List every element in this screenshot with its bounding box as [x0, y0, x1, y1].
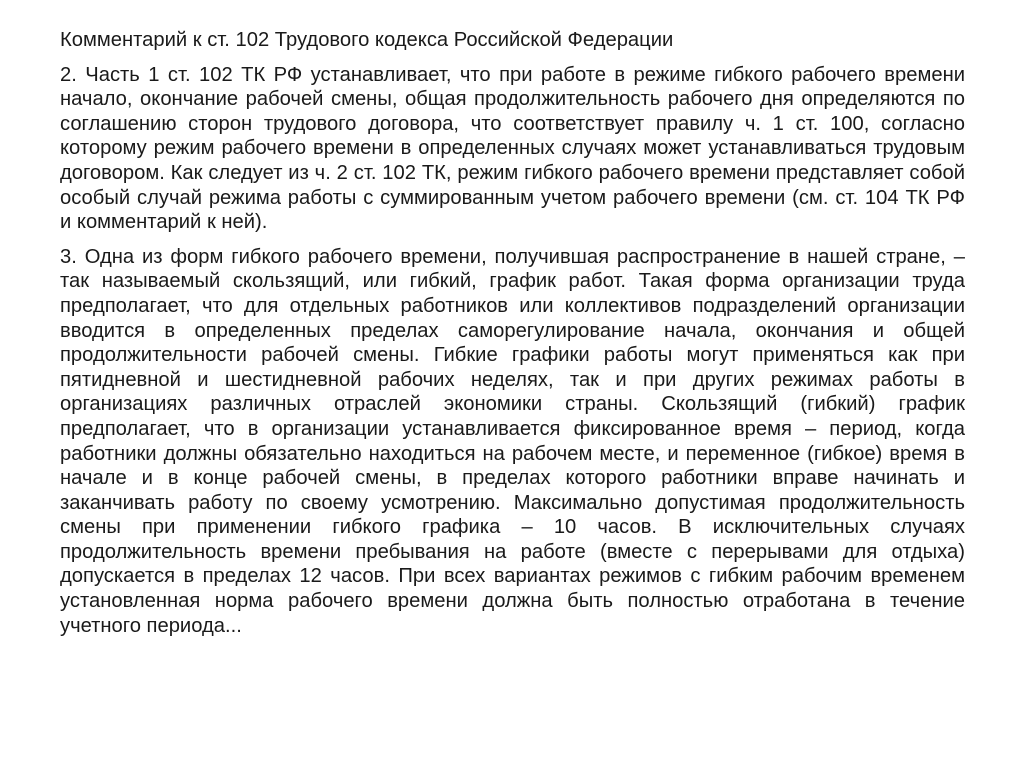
paragraph-3: 3. Одна из форм гибкого рабочего времени, получившая распространение в нашей стране, – так называемый скользящий, или гибкий, график работ. Такая форма организации труда предполагает, что для отдельных работников или коллективов подразделений организации вводится в определенных пределах саморегулирование начала, окончания и общей продолжительности рабочей смены. Гибкие графики работы могут применяться как при пятидневной и шестидневной рабочих неделях, так и при других режимах работы в организациях различных отраслей экономики страны. Скользящий (гибкий) график предполагает, что в организации устанавливается фиксированное время – период, когда работники должны обязательно находиться на рабочем месте, и переменное (гибкое) время в начале и в конце рабочей смены, в пределах которого работники вправе начинать и заканчивать работу по своему усмотрению. Максимально допустимая продолжительность смены при применении гибкого графика – 10 часов. В исключительных случаях продолжительность времени пребывания на работе (вместе с перерывами для отдыха) допускается в пределах 12 часов. При всех вариантах режимов с гибким рабочим временем установленная норма рабочего времени должна быть полностью отработана в течение учетного периода... [60, 245, 965, 637]
document-title: Комментарий к ст. 102 Трудового кодекса Российской Федерации [60, 29, 674, 51]
paragraph-2: 2. Часть 1 ст. 102 ТК РФ устанавливает, что при работе в режиме гибкого рабочего времени начало, окончание рабочей смены, общая продолжительность рабочего дня определяются по соглашению сторон трудового договора, что соответствует правилу ч. 1 ст. 100, согласно которому режим рабочего времени в определенных случаях может устанавливаться трудовым договором. Как следует из ч. 2 ст. 102 ТК, режим гибкого рабочего времени представляет собой особый случай режима работы с суммированным учетом рабочего времени (см. ст. 104 ТК РФ и комментарий к ней). [60, 63, 965, 234]
slide-content [60, 28, 965, 748]
